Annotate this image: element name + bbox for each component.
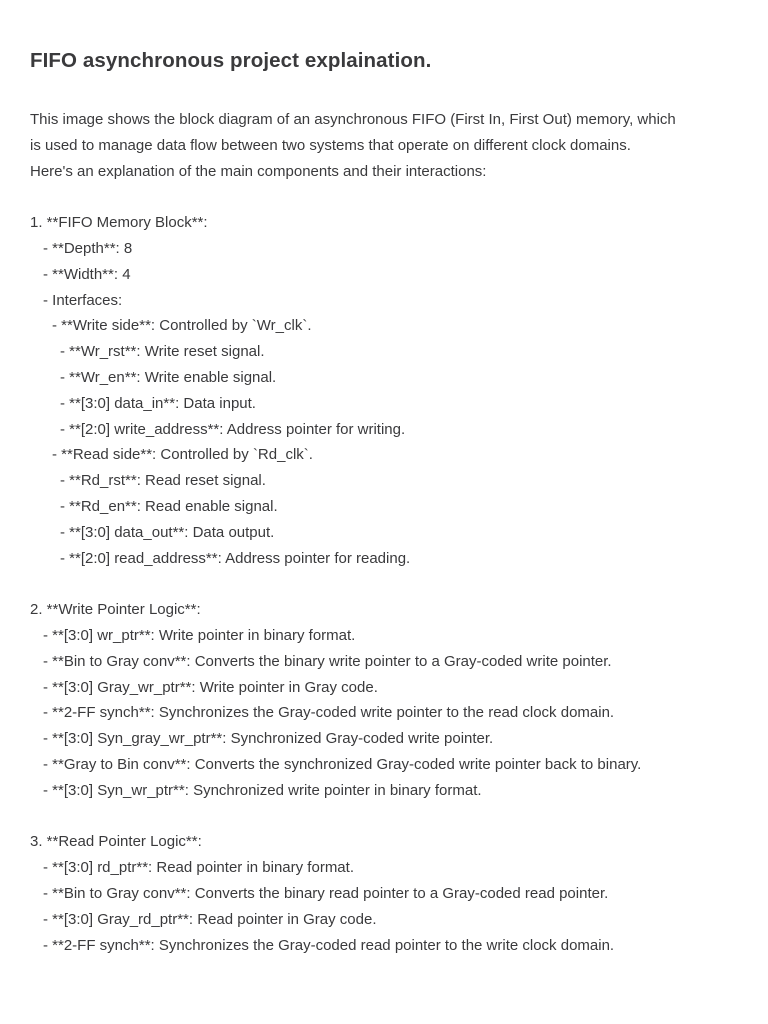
section-heading: 1. **FIFO Memory Block**: (30, 214, 208, 232)
sub-list-item: - **Rd_en**: Read enable signal. (60, 497, 278, 515)
list-item: - **[3:0] Syn_wr_ptr**: Synchronized write pointer in binary format. (43, 781, 482, 799)
list-item: - **2-FF synch**: Synchronizes the Gray-coded read pointer to the write clock domain. (43, 936, 615, 954)
list-item: - **Depth**: 8 (43, 239, 133, 257)
sub-list-item: - **[2:0] read_address**: Address pointer for reading. (60, 549, 411, 567)
section-read-pointer-logic (30, 829, 742, 958)
intro-paragraph (30, 107, 742, 184)
sub-list-item: - **Wr_en**: Write enable signal. (60, 368, 277, 386)
list-item: - **[3:0] rd_ptr**: Read pointer in binary format. (43, 859, 354, 877)
intro-line: This image shows the block diagram of an asynchronous FIFO (First In, First Out) memory, which (30, 111, 676, 128)
document-title: FIFO asynchronous project explaination. (30, 49, 432, 72)
list-item: - **[3:0] wr_ptr**: Write pointer in binary format. (43, 626, 356, 644)
sub-list-item: - **[3:0] data_out**: Data output. (60, 523, 275, 541)
intro-line: Here's an explanation of the main components and their interactions: (30, 162, 487, 180)
sub-list-heading: - **Write side**: Controlled by `Wr_clk`. (52, 317, 312, 335)
sub-list-item: - **[3:0] data_in**: Data input. (60, 394, 256, 412)
sub-list-item: - **Wr_rst**: Write reset signal. (60, 343, 265, 361)
section-fifo-memory-block (30, 210, 742, 571)
list-item: - **Bin to Gray conv**: Converts the binary write pointer to a Gray-coded write pointer. (43, 652, 612, 670)
document-body (30, 107, 742, 958)
paragraph-gap (30, 804, 742, 830)
list-item: - **[3:0] Gray_wr_ptr**: Write pointer in Gray code. (43, 678, 378, 696)
section-heading: 3. **Read Pointer Logic**: (30, 833, 202, 851)
list-item: - **Gray to Bin conv**: Converts the synchronized Gray-coded write pointer back to binary. (43, 755, 642, 773)
list-item: - **[3:0] Gray_rd_ptr**: Read pointer in Gray code. (43, 910, 377, 928)
sub-list-heading: - **Read side**: Controlled by `Rd_clk`. (52, 446, 313, 464)
sub-list-item: - **Rd_rst**: Read reset signal. (60, 472, 266, 490)
paragraph-gap (30, 571, 742, 597)
section-heading: 2. **Write Pointer Logic**: (30, 601, 201, 619)
paragraph-gap (30, 184, 742, 210)
list-item: - Interfaces: (43, 291, 123, 309)
section-write-pointer-logic (30, 597, 742, 803)
list-item: - **Width**: 4 (43, 265, 131, 283)
list-item: - **[3:0] Syn_gray_wr_ptr**: Synchronized Gray-coded write pointer. (43, 730, 494, 748)
list-item: - **Bin to Gray conv**: Converts the binary read pointer to a Gray-coded read pointer. (43, 884, 609, 902)
list-item: - **2-FF synch**: Synchronizes the Gray-coded write pointer to the read clock domain. (43, 704, 615, 722)
sub-list-item: - **[2:0] write_address**: Address pointer for writing. (60, 420, 406, 438)
intro-line: is used to manage data flow between two systems that operate on different clock domains. (30, 136, 631, 154)
